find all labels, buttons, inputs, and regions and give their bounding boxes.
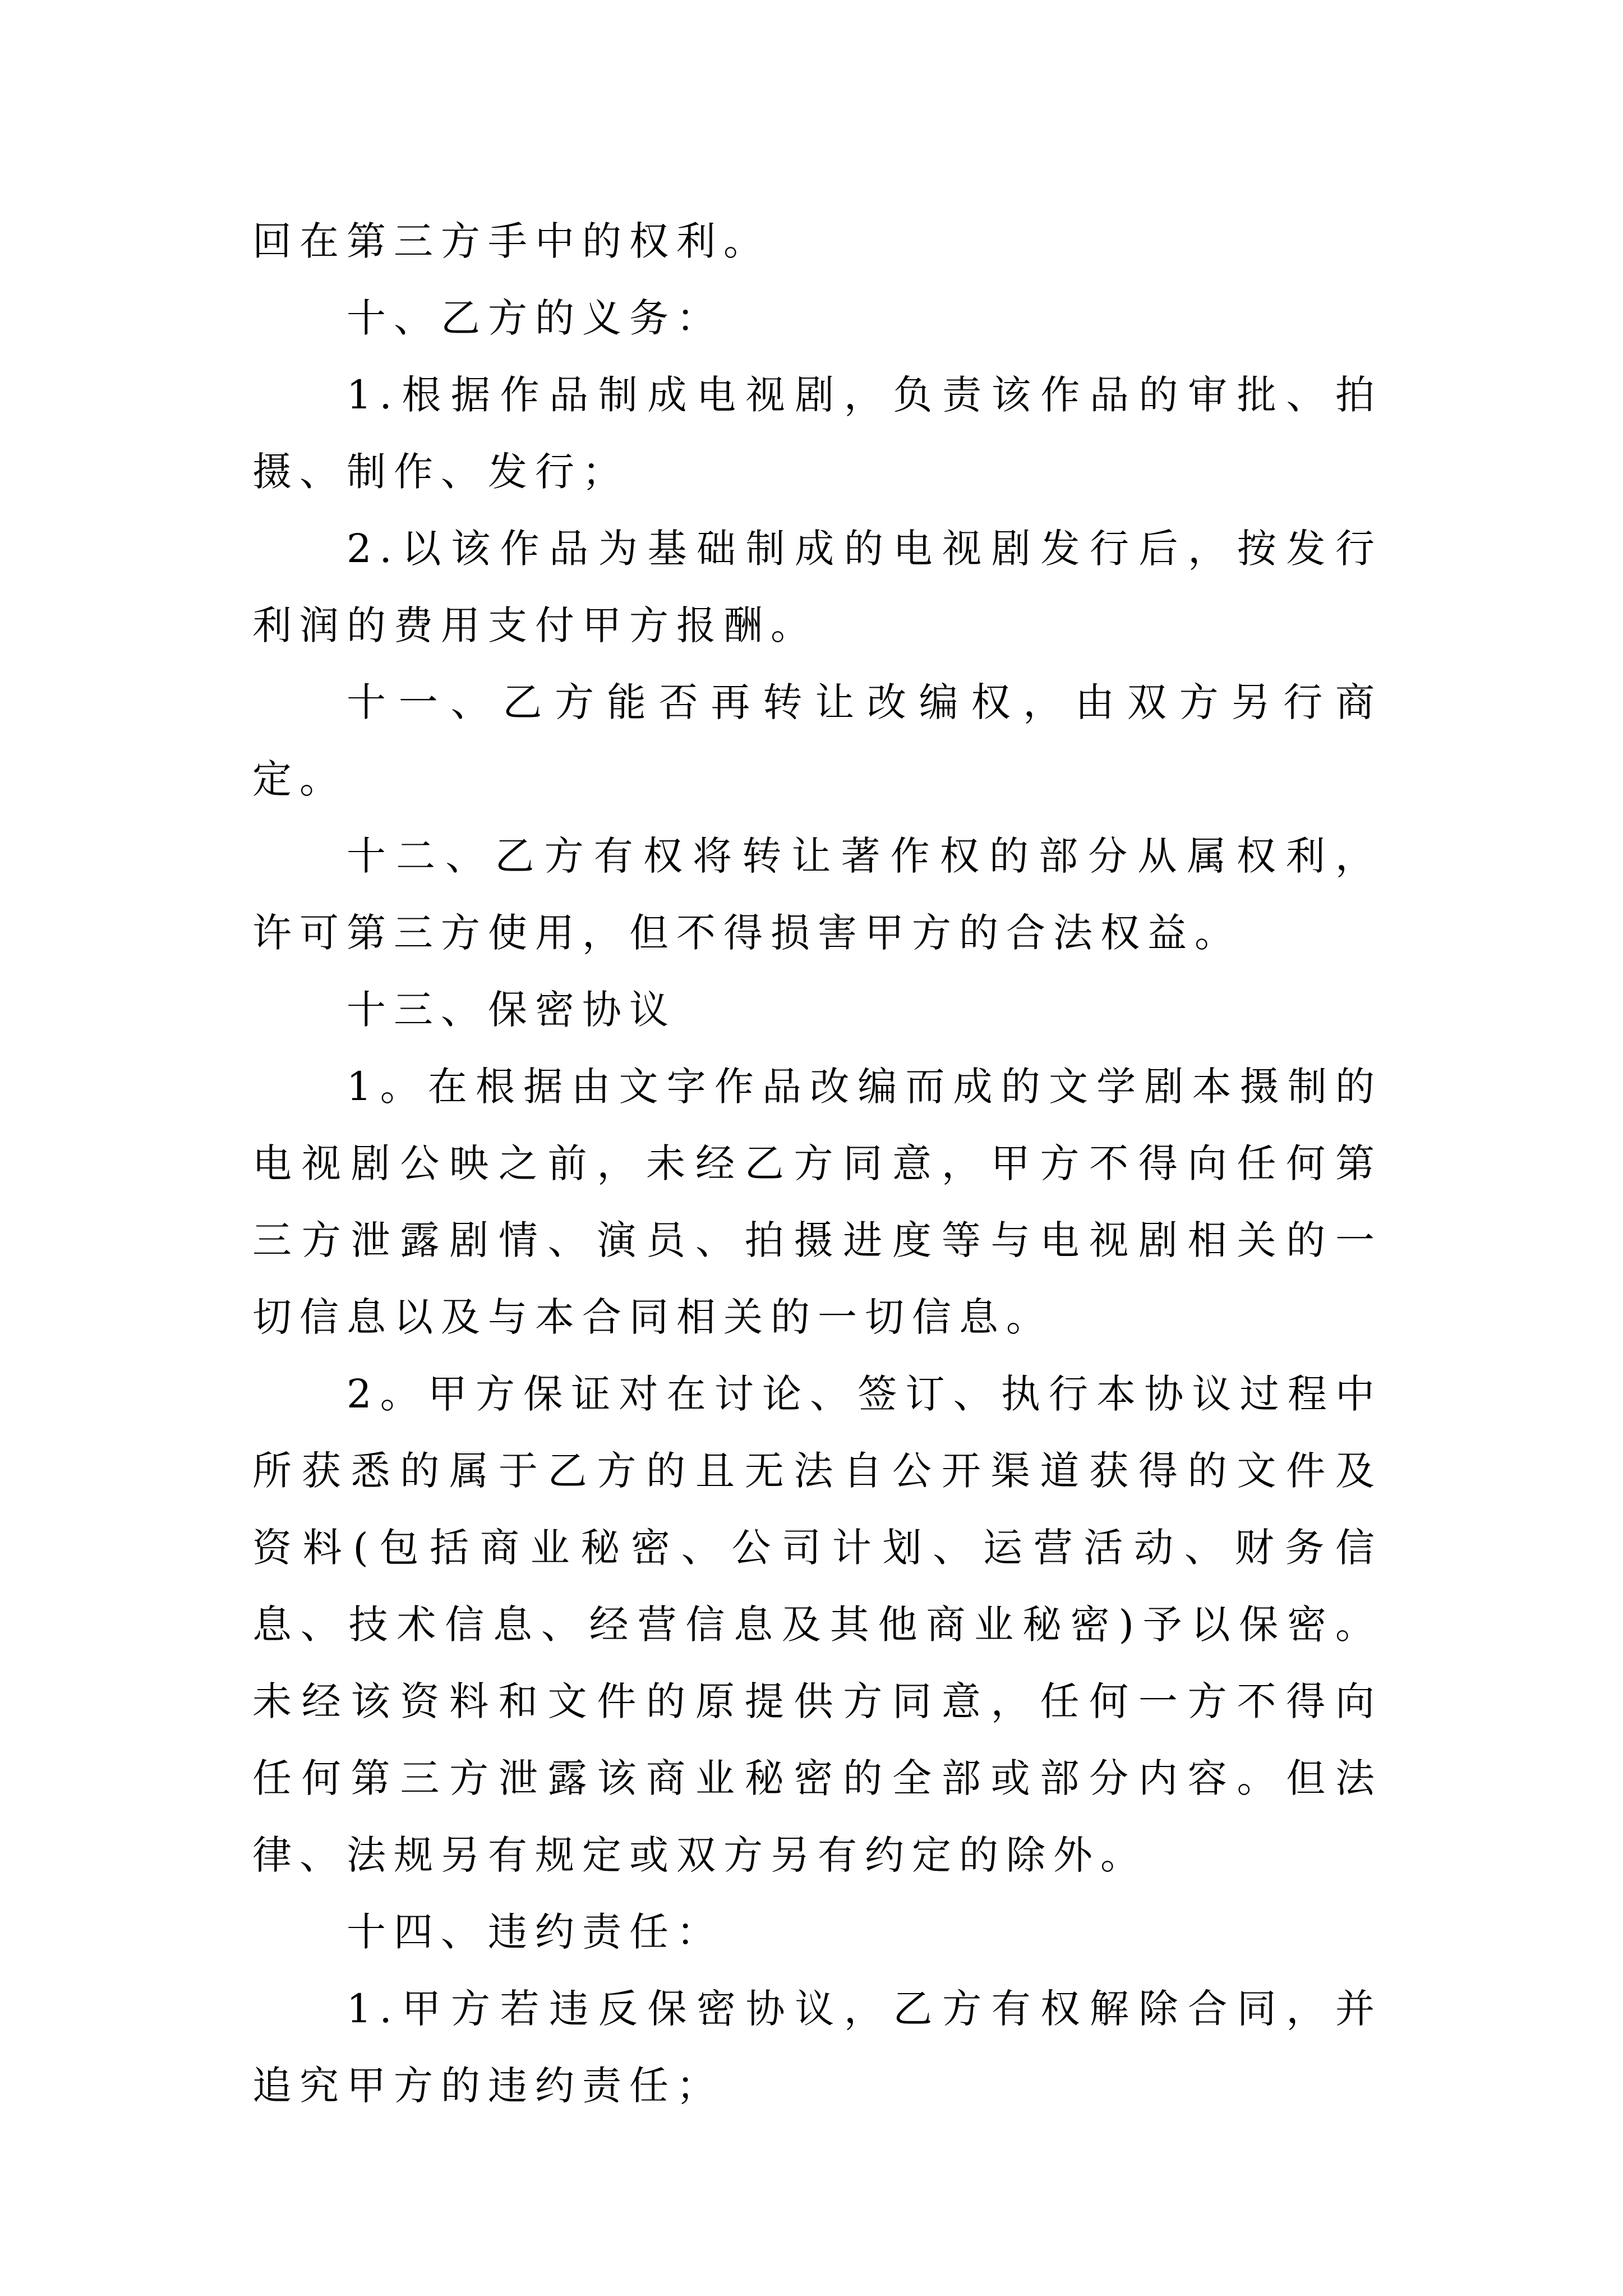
section-12: 十二、乙方有权将转让著作权的部分从属权利，许可第三方使用，但不得损害甲方的合法权益。 (252, 833, 1382, 956)
paragraph-10-1: 1.根据作品制成电视剧，负责该作品的审批、拍摄、制作、发行； (252, 372, 1382, 495)
paragraph-continuation: 回在第三方手中的权利。 (252, 218, 771, 264)
paragraph-13-1: 1。在根据由文字作品改编而成的文学剧本摄制的电视剧公映之前，未经乙方同意，甲方不得向任何第三方泄露剧情、演员、拍摄进度等与电视剧相关的一切信息以及与本合同相关的一切信息。 (252, 1064, 1382, 1340)
paragraph-14-1: 1.甲方若违反保密协议，乙方有权解除合同，并追究甲方的违约责任； (252, 1986, 1382, 2109)
section-11: 十一、乙方能否再转让改编权，由双方另行商定。 (252, 679, 1382, 802)
section-heading-14: 十四、违约责任： (347, 1909, 723, 1955)
paragraph-13-2: 2。甲方保证对在讨论、签订、执行本协议过程中所获悉的属于乙方的且无法自公开渠道获得的文件及资料(包括商业秘密、公司计划、运营活动、财务信息、技术信息、经营信息及其他商业秘密)予以保密。未经该资料和文件的原提供方同意，任何一方不得向任何第三方泄露该商业秘密的全部或部分内容。但法律、法规另有规定或双方另有约定的除外。 (252, 1371, 1382, 1878)
document-body (252, 203, 1382, 2124)
section-heading-10: 十、乙方的义务： (347, 295, 723, 341)
paragraph-10-2: 2.以该作品为基础制成的电视剧发行后，按发行利润的费用支付甲方报酬。 (252, 526, 1382, 648)
section-heading-13: 十三、保密协议 (347, 987, 676, 1033)
